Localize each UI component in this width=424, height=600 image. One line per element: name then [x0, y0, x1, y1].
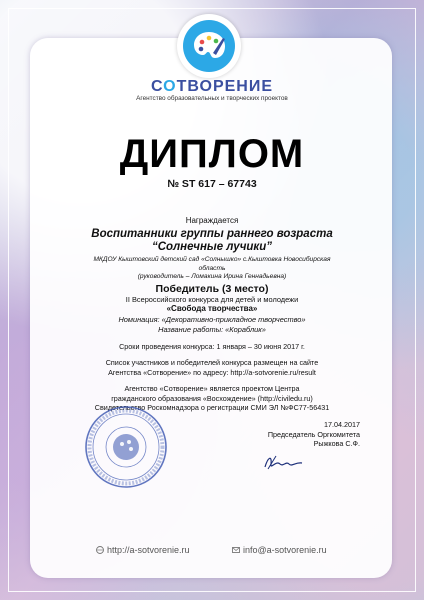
nomination-block: [64, 315, 360, 334]
org-line-3: (руководитель – Ломакина Ирина Геннадьевна): [137, 273, 287, 280]
nomination: Номинация: «Декоративно-прикладное творчество»: [118, 315, 306, 324]
signer-title: Председатель Оргкомитета: [267, 429, 360, 439]
work-title: Название работы: «Кораблик»: [158, 324, 266, 334]
diploma-number: № ST 617 – 67743: [167, 178, 257, 190]
contest-period: Сроки проведения конкурса: 1 января – 30 июня 2017 г.: [119, 342, 305, 351]
org-line-1: МКДОУ Кыштовский детский сад «Солнышко» с.Кыштовка Новосибирская: [93, 256, 331, 263]
contest: [64, 295, 360, 313]
results-line-2: Агентства «Сотворение» по адресу: http://a-sotvorenie.ru/result: [108, 367, 316, 377]
results-info: [64, 358, 360, 377]
palette-logo-icon: [177, 14, 241, 78]
link-icon: [96, 546, 104, 554]
signer-name: Рыжкова С.Ф.: [313, 439, 360, 448]
awarded-label: Награждается: [185, 216, 239, 225]
project-line-1: Агентство «Сотворение» является проектом Центра: [124, 384, 300, 393]
brand-name: СОТВОРЕНИЕ: [150, 78, 274, 95]
recipient: [64, 228, 360, 254]
diploma-title: ДИПЛОМ: [119, 132, 305, 176]
mail-icon: [232, 546, 240, 554]
contest-name: «Свобода творчества»: [166, 304, 258, 313]
org-line-2: область: [198, 264, 226, 272]
brand-tagline: Агентство образовательных и творческих проектов: [136, 95, 288, 102]
place-title: Победитель (3 место): [155, 283, 269, 295]
footer-website-link[interactable]: http://a-sotvorenie.ru: [96, 545, 190, 555]
issue-date: 17.04.2017: [324, 420, 360, 429]
contest-line: II Всероссийского конкурса для детей и молодежи: [125, 295, 299, 304]
footer-email-link[interactable]: info@a-sotvorenie.ru: [232, 545, 327, 555]
signature-icon: [262, 452, 306, 474]
signature-block: [250, 420, 360, 449]
recipient-line-2: “Солнечные лучики”: [151, 241, 273, 253]
project-line-2: гражданского образования «Восхождение» (http://civiledu.ru): [111, 393, 313, 403]
recipient-line-1: Воспитанники группы раннего возраста: [91, 228, 333, 240]
project-line-3: Свидетельство Роскомнадзора о регистрации СМИ ЭЛ №ФС77-56431: [94, 403, 330, 412]
results-line-1: Список участников и победителей конкурса размещен на сайте: [105, 358, 319, 367]
official-stamp-icon: [84, 405, 168, 489]
organization: [64, 256, 360, 282]
